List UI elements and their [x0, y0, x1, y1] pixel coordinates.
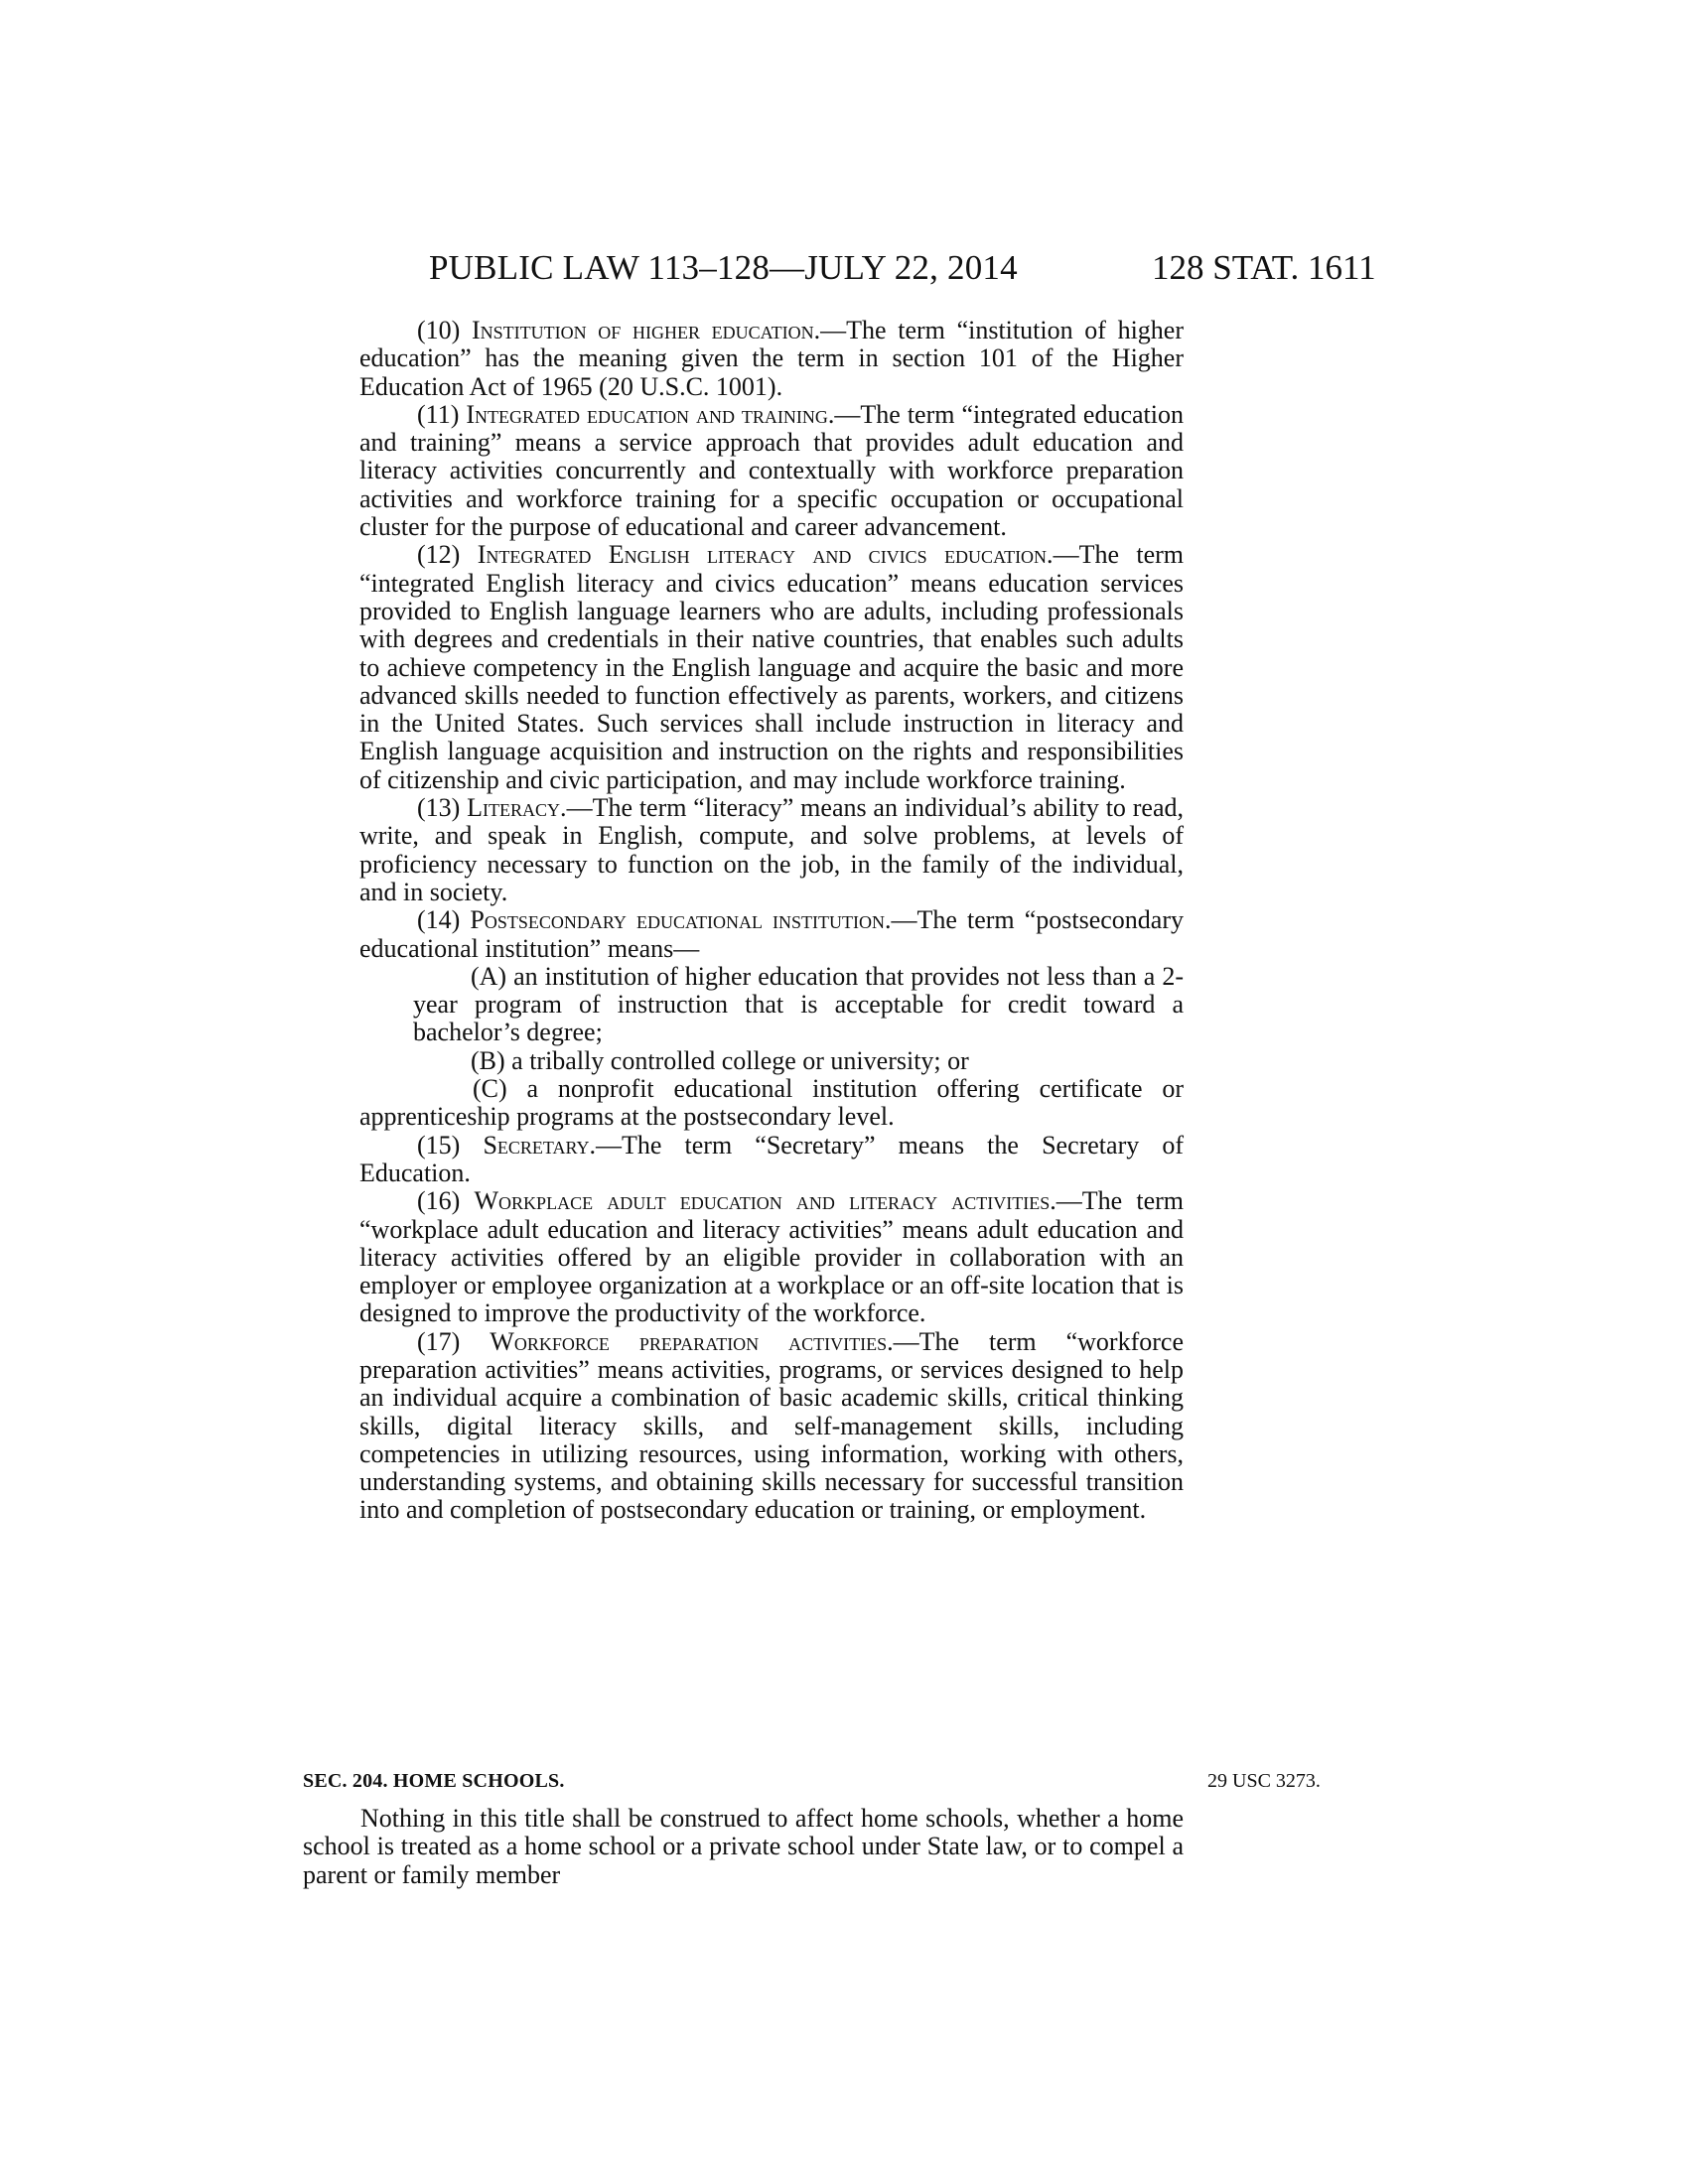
- subparagraph-c: (C) a nonprofit educational institution offering certificate or apprenticeship programs at the postsecondary level.: [359, 1074, 1184, 1132]
- section-body: [303, 1805, 1184, 1889]
- definition-12: (12) Integrated English literacy and civics education.—The term “integrated English literacy and civics education” means education services provided to English language learners who are adults, including professionals with degrees and credentials in their native countries, that enables such adults to achieve competency in the English language and acquire the basic and more advanced skills needed to function effectively as parents, workers, and citizens in the United States. Such services shall include instruction in literacy and English language acquisition and instruction on the rights and responsibilities of citizenship and civic participation, and may include workforce training.: [359, 540, 1184, 794]
- section-heading: SEC. 204. HOME SCHOOLS.: [303, 1770, 565, 1792]
- definition-11: (11) Integrated education and training.—The term “integrated education and training” means a service approach that provides adult education and literacy activities concurrently and contextually with workforce preparation activities and workforce training for a specific occupation or occupational cluster for the purpose of educational and career advancement.: [359, 399, 1184, 542]
- definition-10: (10) Institution of higher education.—The term “institution of higher education” has the meaning given the term in section 101 of the Higher Education Act of 1965 (20 U.S.C. 1001).: [359, 316, 1184, 401]
- definitions-body: [359, 317, 1184, 1525]
- running-head: PUBLIC LAW 113–128—JULY 22, 2014: [429, 248, 1018, 287]
- stat-reference: 128 STAT. 1611: [1152, 248, 1376, 287]
- definition-15: (15) Secretary.—The term “Secretary” means the Secretary of Education.: [359, 1130, 1185, 1187]
- definition-13: (13) Literacy.—The term “literacy” means an individual’s ability to read, write, and speak in English, compute, and solve problems, at levels of proficiency necessary to function on the job, in the family of the individual, and in society.: [359, 793, 1185, 906]
- definition-17: (17) Workforce preparation activities.—The term “workforce preparation activities” means activities, programs, or services designed to help an individual acquire a combination of basic academic skills, critical thinking skills, digital literacy skills, and self-management skills, including competencies in utilizing resources, using information, working with others, understanding systems, and obtaining skills necessary for successful transition into and completion of postsecondary education or training, or employment.: [359, 1326, 1184, 1525]
- subparagraph-b: (B) a tribally controlled college or university; or: [471, 1045, 969, 1075]
- usc-margin-note: 29 USC 3273.: [1207, 1770, 1321, 1792]
- definition-16: (16) Workplace adult education and literacy activities.—The term “workplace adult education and literacy activities” means adult education and literacy activities offered by an eligible provider in collaboration with an employer or employee organization at a workplace or an off-site location that is designed to improve the productivity of the workforce.: [359, 1186, 1185, 1328]
- definition-14: (14) Postsecondary educational institution.—The term “postsecondary educational institution” means—: [359, 905, 1184, 963]
- subparagraph-a: (A) an institution of higher education that provides not less than a 2-year program of instruction that is acceptable for credit toward a bachelor’s degree;: [413, 961, 1184, 1047]
- section-text: Nothing in this title shall be construed to affect home schools, whether a home school is treated as a home school or a private school under State law, or to compel a parent or family member: [303, 1804, 1184, 1889]
